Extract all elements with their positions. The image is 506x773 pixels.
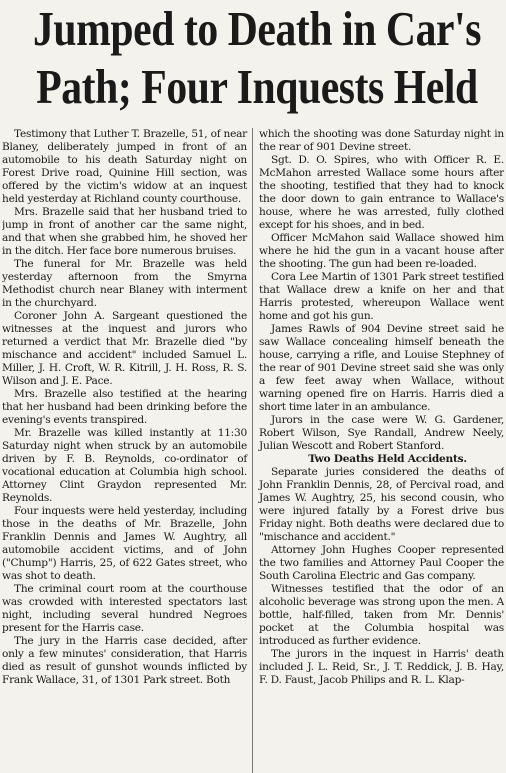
headline: [4, 0, 506, 116]
paragraph: Mr. Brazelle was killed instantly at 11:30 Saturday night when struck by an automobile driven by F. B. Reynolds, co-ordinator of vocational education at Columbia high school. Attorney Clint Graydon represented Mr. Reynolds.: [2, 427, 247, 504]
paragraph: Attorney John Hughes Cooper represented the two families and Attorney Paul Cooper the South Carolina Electric and Gas company.: [259, 544, 504, 582]
paragraph: The criminal court room at the courthouse was crowded with interested spectators last night, including several hundred Negroes present for the Harris case.: [2, 583, 247, 634]
paragraph: Separate juries considered the deaths of John Franklin Dennis, 28, of Percival road, and James W. Aughtry, 25, his second cousin, who were injured fatally by a Forest drive bus Friday night. Both deaths were declared due to "mischance and accident.": [259, 466, 504, 543]
headline-line-2: Path; Four Inquests Held: [36, 59, 478, 114]
paragraph: Witnesses testified that the odor of an alcoholic beverage was strong upon the men. A bottle, half-filled, taken from Mr. Dennis' pocket at the Columbia hospital was introduced as further evidence.: [259, 583, 504, 647]
paragraph: The jury in the Harris case decided, after only a few minutes' consideration, that Harris died as result of gunshot wounds inflicted by Frank Wallace, 31, of 1301 Park street. Both: [2, 635, 247, 686]
paragraph: Mrs. Brazelle said that her husband tried to jump in front of another car the same night, and that when she grabbed him, he shoved her in the ditch. Her face bore numerous bruises.: [2, 206, 247, 257]
headline-line-1: Jumped to Death in Car's: [33, 1, 481, 56]
paragraph: The funeral for Mr. Brazelle was held yesterday afternoon from the Smyrna Methodist church near Blaney with interment in the churchyard.: [2, 258, 247, 309]
left-column: [2, 128, 252, 773]
paragraph: Officer McMahon said Wallace showed him where he hid the gun in a vacant house after the shooting. The gun had been re-loaded.: [259, 232, 504, 270]
right-column: [252, 128, 504, 773]
paragraph: Sgt. D. O. Spires, who with Officer R. E. McMahon arrested Wallace some hours after the shooting, testified that they had to knock the door down to gain entrance to Wallace's house, where he was arrested, fully clothed except for his shoes, and in bed.: [259, 154, 504, 231]
subheading: Two Deaths Held Accidents.: [308, 453, 467, 465]
paragraph: The jurors in the inquest in Harris' death included J. L. Reid, Sr., J. T. Reddick, J. B. Hay, F. D. Faust, Jacob Philips and R. L. Klap-: [259, 648, 504, 686]
paragraph: James Rawls of 904 Devine street said he saw Wallace concealing himself beneath the house, carrying a rifle, and Louise Stephney of the rear of 901 Devine street said she was only a few feet away when Wallace, without warning opened fire on Harris. Harris died a short time later in an ambulance.: [259, 323, 504, 413]
paragraph: Testimony that Luther T. Brazelle, 51, of near Blaney, deliberately jumped in front of an automobile to his death Saturday night on Forest Drive road, Quinine Hill section, was offered by the victim's widow at an inquest held yesterday at Richland county courthouse.: [2, 128, 247, 205]
paragraph: Cora Lee Martin of 1301 Park street testified that Wallace drew a knife on her and that Harris protested, whereupon Wallace went home and got his gun.: [259, 271, 504, 322]
paragraph: Coroner John A. Sargeant questioned the witnesses at the inquest and jurors who returned a verdict that Mr. Brazelle died "by mischance and accident" included Samuel L. Miller, J. H. Croft, W. R. Kitrill, J. H. Ross, R. S. Wilson and J. E. Pace.: [2, 310, 247, 387]
paragraph: Four inquests were held yesterday, including those in the deaths of Mr. Brazelle, John Franklin Dennis and James W. Aughtry, all automobile accident victims, and of John ("Chump") Harris, 25, of 622 Gates street, who was shot to death.: [2, 505, 247, 582]
paragraph-continuation: which the shooting was done Saturday night in the rear of 901 Devine street.: [259, 128, 504, 153]
article-body: [2, 128, 504, 773]
paragraph: Jurors in the case were W. G. Gardener, Robert Wilson, Sye Randall, Andrew Neely, Julian Wescott and Robert Stanford.: [259, 414, 504, 452]
paragraph: Mrs. Brazelle also testified at the hearing that her husband had been drinking before the evening's events transpired.: [2, 388, 247, 426]
